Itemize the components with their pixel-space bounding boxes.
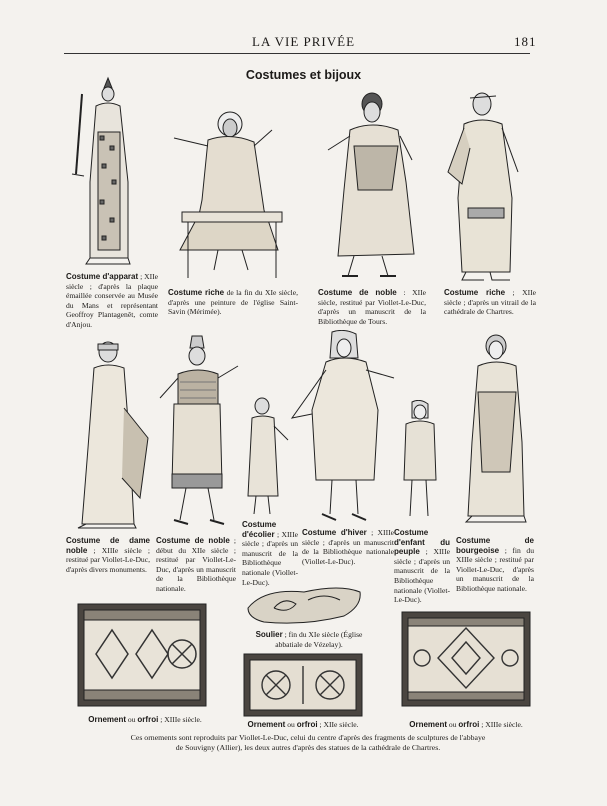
caption-title: Ornement <box>409 720 448 729</box>
caption-dame-noble <box>66 536 150 574</box>
caption-text: ; XIIe siècle ; d'après la plaque émaillée conservée au Musée du Mans et représentant Geoffroy Plantagenêt, comte d'Anjou. <box>66 272 158 329</box>
running-title: LA VIE PRIVÉE <box>252 34 356 49</box>
costume-enfant-peuple-illustration <box>398 400 442 524</box>
header-rule <box>64 53 530 54</box>
caption-text-2: ; XIIe siècle. <box>317 720 359 729</box>
soulier-illustration <box>244 582 364 628</box>
caption-title: Ornement <box>247 720 286 729</box>
caption-text: ou <box>126 715 138 724</box>
caption-bourgeoise <box>456 536 534 594</box>
caption-ornement-right <box>398 720 534 730</box>
caption-ecolier <box>242 520 298 587</box>
caption-text: ; XIIIe siècle ; d'après un manuscrit de la Bibliothèque nationale (Viollet-Le-Duc). <box>242 529 298 587</box>
caption-title: Costume d'hiver <box>302 528 367 537</box>
caption-title: Costume d'enfant du peuple <box>394 528 450 557</box>
costume-apparat-illustration <box>66 72 150 268</box>
caption-title-2: orfroi <box>296 720 318 729</box>
caption-ornement-center <box>238 720 368 730</box>
caption-text: ou <box>285 720 297 729</box>
caption-title: Ornement <box>88 715 127 724</box>
caption-text: ; XIIIe siècle ; restitué par Viollet-Le-Duc, d'après divers monuments. <box>66 545 150 574</box>
caption-costume-riche-2 <box>444 288 536 317</box>
caption-text: ou <box>447 720 459 729</box>
ornement-center-illustration <box>242 652 364 720</box>
caption-text: de la fin du XIe siècle, d'après une peinture de l'église Saint-Savin (Mérimée). <box>168 288 299 317</box>
costume-hiver-illustration <box>286 330 402 526</box>
caption-title-2: orfroi <box>137 715 159 724</box>
caption-costume-apparat <box>66 272 158 330</box>
caption-title: Costume riche <box>168 288 225 297</box>
caption-title: Costume de noble <box>156 536 230 545</box>
caption-title: Costume de bourgeoise <box>456 536 534 555</box>
caption-text: ; fin du XIIIe siècle ; restitué par Viollet-Le-Duc, d'après un manuscrit de la Bibliothèque nationale. <box>456 545 534 593</box>
caption-title: Costume de noble <box>318 288 397 297</box>
caption-costume-noble <box>318 288 426 326</box>
caption-text: : XIIe siècle, restitué par Viollet-Le-Duc, d'après un manuscrit de la Bibliothèque de Tours. <box>318 288 426 326</box>
caption-title: Costume d'écolier <box>242 520 277 539</box>
costume-noble-illustration <box>318 90 420 284</box>
costume-riche-seated-illustration <box>168 100 288 282</box>
costume-dame-noble-illustration <box>72 338 152 534</box>
caption-text: ; XIIIe siècle ; d'après un manuscrit de la Bibliothèque nationale (Viollet-Le-Duc). <box>302 528 394 566</box>
caption-title: Soulier <box>255 630 283 639</box>
caption-text-2: ; XIIIe siècle. <box>479 720 523 729</box>
costume-noble-debut-illustration <box>158 334 246 532</box>
footnote: Ces ornements sont reproduits par Viollet-Le-Duc, celui du centre d'après des fragments de sculptures de l'abbaye de Souvigny (Allier), les deux autres d'après des statues de la cathédrale de Chartres. <box>130 733 486 752</box>
caption-title-2: orfroi <box>458 720 480 729</box>
page-number: 181 <box>514 34 537 49</box>
caption-soulier <box>248 630 370 649</box>
caption-text: ; XIIIe siècle ; d'après un manuscrit de la Bibliothèque nationale (Viollet-Le-Duc). <box>394 547 450 605</box>
caption-text: ; début du XIIe siècle ; restitué par Viollet-Le-Duc, d'après un manuscrit de la Bibliothèque nationale. <box>156 536 237 593</box>
caption-text-2: ; XIIIe siècle. <box>158 715 202 724</box>
caption-ornement-left <box>78 715 212 725</box>
costume-bourgeoise-illustration <box>458 332 532 530</box>
caption-text: ; XIIe siècle ; d'après un vitrail de la cathédrale de Chartres. <box>444 288 536 317</box>
costume-ecolier-illustration <box>244 396 290 520</box>
caption-costume-riche-1 <box>168 288 298 317</box>
caption-title: Costume d'apparat <box>66 272 139 281</box>
caption-title: Costume de dame noble <box>66 536 150 555</box>
ornement-right-illustration <box>398 608 534 710</box>
caption-enfant-peuple <box>394 528 450 605</box>
caption-text: ; fin du XIe siècle (Église abbatiale de Vézelay). <box>275 630 363 649</box>
caption-noble-debut <box>156 536 236 594</box>
section-title: Costumes et bijoux <box>245 68 362 82</box>
costume-riche-vitrail-illustration <box>440 88 530 284</box>
ornement-left-illustration <box>76 600 210 712</box>
caption-title: Costume riche <box>444 288 506 297</box>
caption-hiver <box>302 528 394 566</box>
